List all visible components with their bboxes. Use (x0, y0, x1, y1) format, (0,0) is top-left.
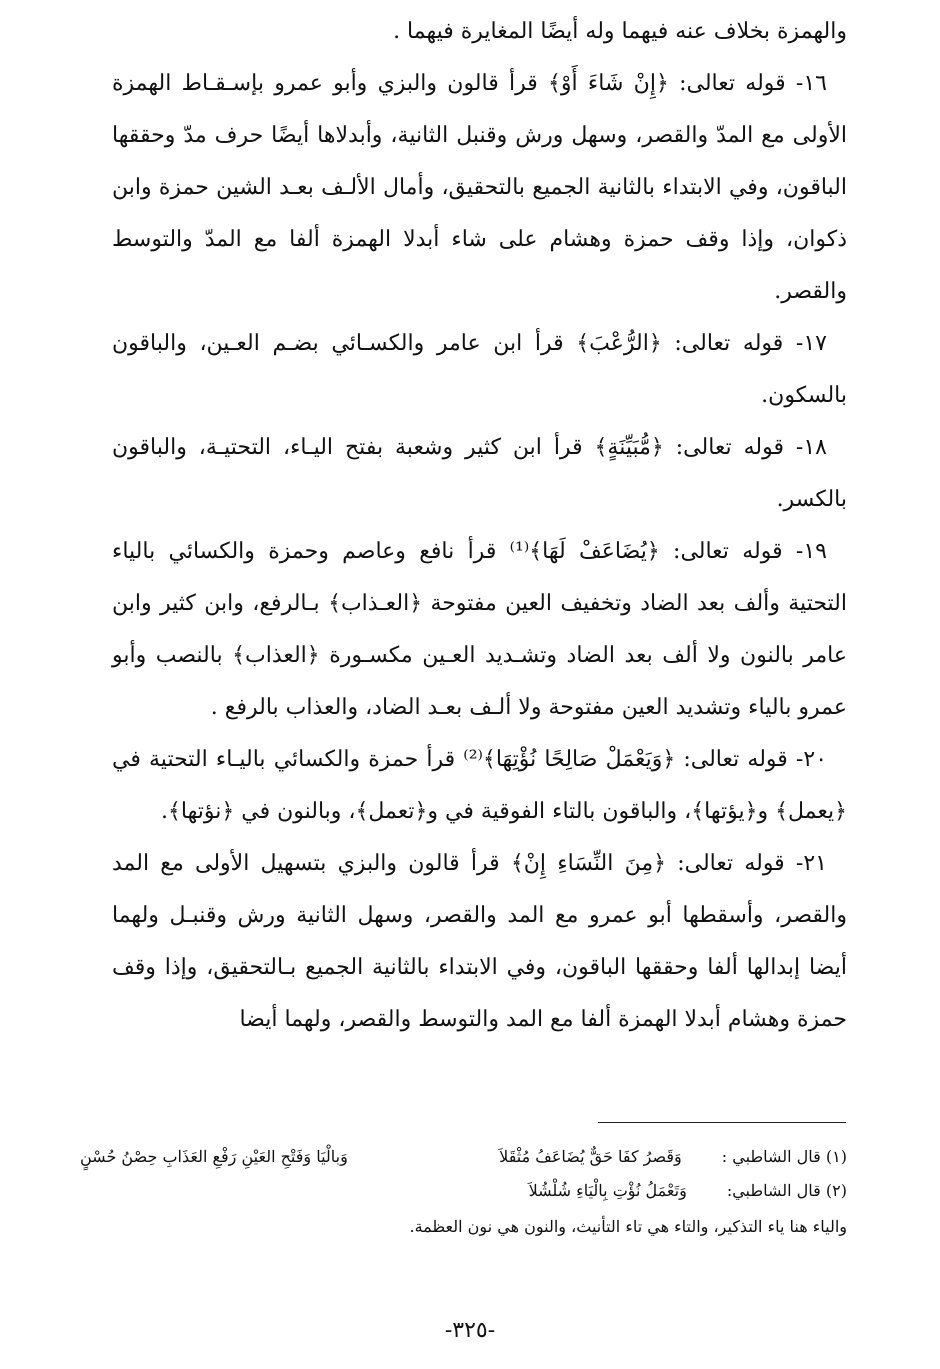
footnote-1-label: (١) قال الشاطبي : (721, 1147, 847, 1166)
paragraph-18: ١٨- قوله تعالى: ﴿مُّبَيِّنَةٍ﴾ قرأ ابن كثير وشعبة بفتح اليـاء، التحتيـة، والباقون بالكسر. (112, 435, 847, 512)
footnote-2-note: والياء هنا ياء التذكير، والتاء هي تاء التأنيث، والنون هي نون العظمة. (409, 1217, 847, 1236)
main-text (112, 6, 847, 1046)
paragraph-20: ٢٠- قوله تعالى: ﴿وَيَعْمَلْ صَالِحًا نُؤْتِهَا﴾⁽²⁾ قرأ حمزة والكسائي باليـاء التحتية في ﴿يعمل﴾ و﴿يؤتها﴾، والباقون بالتاء الفوقية في و﴿تعمل﴾، وبالنون في ﴿نؤتها﴾. (112, 747, 847, 824)
footnote-separator (598, 1122, 846, 1123)
footnotes (80, 1140, 847, 1246)
footnote-2-verse-a: وَتَعْمَلُ نُؤْتِ بِالْيَاءِ شُلْشُلاَ (528, 1181, 687, 1200)
footnote-1-verse-a: وَقَصرُ كفَا حَقٌّ يُضَاعَفُ مُثْقَلاَ (499, 1147, 682, 1166)
footnote-1 (80, 1140, 847, 1174)
paragraph-continuation: والهمزة بخلاف عنه فيهما وله أيضًا المغايرة فيهما . (393, 19, 847, 44)
paragraph-16: ١٦- قوله تعالى: ﴿إِنْ شَاءَ أَوْ﴾ قرأ قالون والبزي وأبو عمرو بإسـقـاط الهمزة الأولى مع المدّ والقصر، وسهل ورش وقنبل الثانية، وأبدلاها أيضًا حرف مدّ وحققها الباقون، وفي الابتداء بالثانية الجميع بالتحقيق، وأمال الألـف بعـد الشين حمزة وابن ذكوان، وإذا وقف حمزة وهشام على شاء أبدلا الهمزة ألفا مع المدّ والتوسط والقصر. (112, 71, 847, 304)
paragraph-21: ٢١- قوله تعالى: ﴿مِنَ النِّسَاءِ إِنْ﴾ قرأ قالون والبزي بتسهيل الأولى مع المد والقصر، وأسقطها أبو عمرو مع المد والقصر، وسهل الثانية ورش وقنبـل ولهما أيضا إبدالها ألفا وحققها الباقون، وفي الابتداء بالثانية الجميع بـالتحقيق، وإذا وقف حمزة وهشام أبدلا الهمزة ألفا مع المد والتوسط والقصر، ولهما أيضا (112, 851, 847, 1032)
footnote-2-label: (٢) قال الشاطبي: (726, 1181, 847, 1200)
paragraph-17: ١٧- قوله تعالى: ﴿الرُّعْبَ﴾ قرأ ابن عامر والكسـائي بضـم العـين، والباقون بالسكون. (112, 331, 847, 408)
footnote-1-verse-b: وَبالْيَا وَفَتْحِ العَيْنِ رَفْعِ العَذَابِ حِصْنُ حُسْنٍ (80, 1147, 348, 1166)
page-number: -٣٢٥- (444, 1318, 496, 1343)
footnote-2 (80, 1174, 847, 1208)
paragraph-19: ١٩- قوله تعالى: ﴿يُضَاعَفْ لَهَا﴾⁽¹⁾ قرأ نافع وعاصم وحمزة والكسائي بالياء التحتية وألف بعد الضاد وتخفيف العين مفتوحة ﴿العـذاب﴾ بـالرفع، وابن كثير وابن عامر بالنون ولا ألف بعد الضاد وتشـديد العـين مكسـورة ﴿العذاب﴾ بالنصب وأبو عمرو بالياء وتشديد العين مفتوحة ولا ألـف بعـد الضاد، والعذاب بالرفع . (112, 539, 847, 720)
